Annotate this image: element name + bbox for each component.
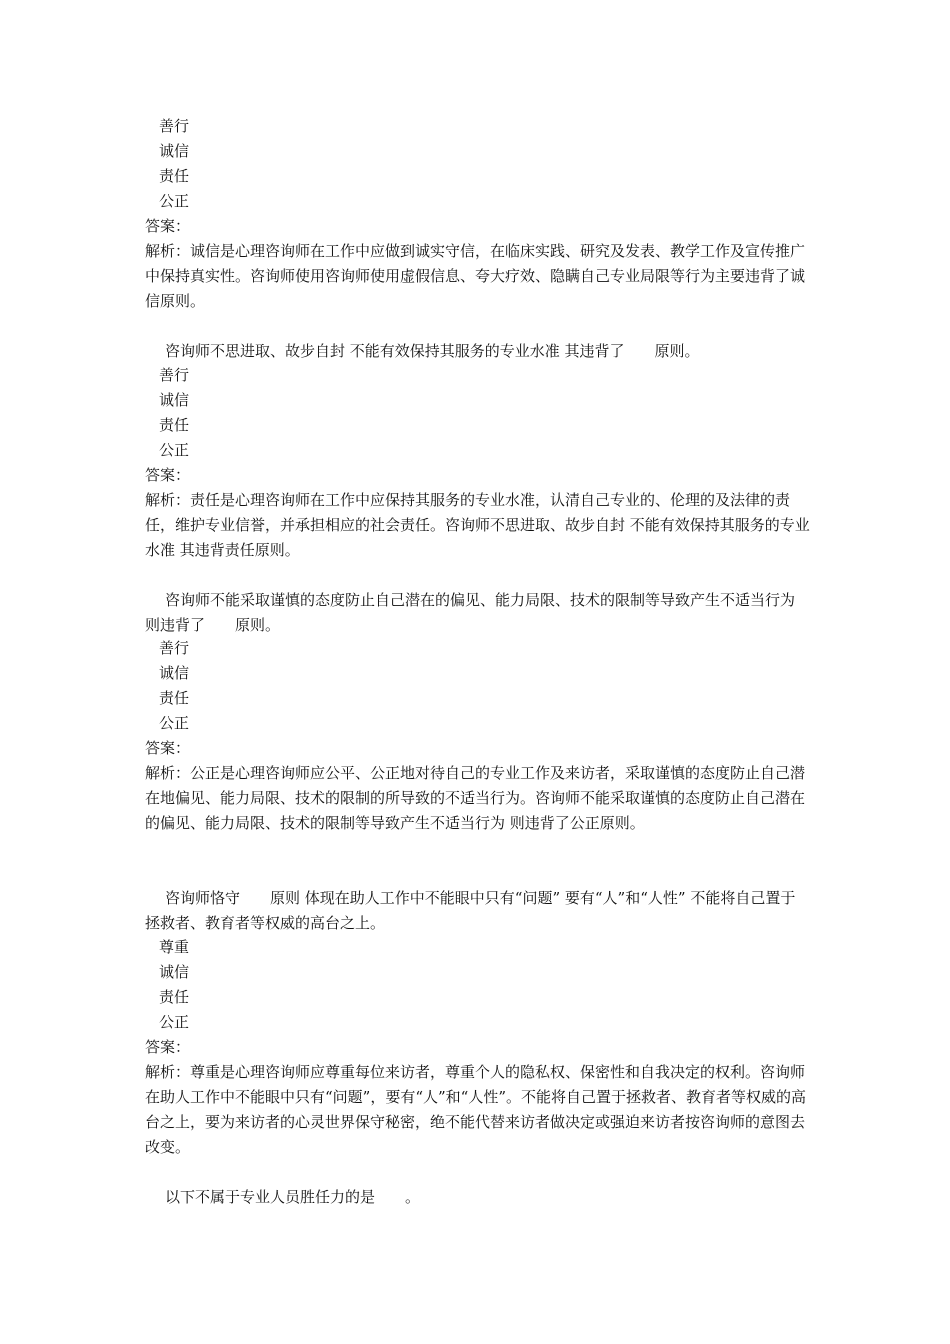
question-stem: 以下不属于专业人员胜任力的是 。 — [165, 1188, 421, 1206]
answer-label: 答案： — [145, 466, 191, 484]
option-c: 责任 — [159, 689, 190, 707]
option-a: 善行 — [159, 366, 190, 384]
option-d: 公正 — [159, 441, 190, 459]
option-c: 责任 — [159, 988, 190, 1006]
analysis-text: 解析：公正是心理咨询师应公平、公正地对待自己的专业工作及来访者，采取谨慎的态度防止自己潜在地偏见、能力局限、技术的限制的所导致的不适当行为。咨询师不能采取谨慎的态度防止自己潜在的偏见、能力局限、技术的限制等导致产生不适当行为 则违背了公正原则。 — [145, 764, 806, 832]
analysis-text: 解析：责任是心理咨询师在工作中应保持其服务的专业水准，认清自己专业的、伦理的及法律的责任，维护专业信誉，并承担相应的社会责任。咨询师不思进取、故步自封 不能有效保持其服务的专业水准 其违背责任原则。 — [145, 491, 810, 559]
question-stem: 咨询师不能采取谨慎的态度防止自己潜在的偏见、能力局限、技术的限制等导致产生不适当行为 则违背了 原则。 — [145, 591, 796, 634]
option-d: 公正 — [159, 192, 190, 210]
answer-label: 答案： — [145, 217, 191, 235]
option-b: 诚信 — [159, 142, 190, 160]
option-d: 公正 — [159, 1013, 190, 1031]
option-b: 诚信 — [159, 391, 190, 409]
option-d: 公正 — [159, 714, 190, 732]
answer-label: 答案： — [145, 1038, 191, 1056]
question-stem: 咨询师恪守 原则 体现在助人工作中不能眼中只有“问题” 要有“人”和“人性” 不能将自己置于拯救者、教育者等权威的高台之上。 — [145, 889, 796, 932]
option-c: 责任 — [159, 167, 190, 185]
answer-label: 答案： — [145, 739, 191, 757]
option-a: 善行 — [159, 639, 190, 657]
option-a: 尊重 — [159, 938, 190, 956]
analysis-text: 解析：尊重是心理咨询师应尊重每位来访者，尊重个人的隐私权、保密性和自我决定的权利。咨询师在助人工作中不能眼中只有“问题”，要有“人”和“人性”。不能将自己置于拯救者、教育者等权威的高台之上，要为来访者的心灵世界保守秘密，绝不能代替来访者做决定或强迫来访者按咨询师的意图去改变。 — [145, 1063, 807, 1156]
question-stem: 咨询师不思进取、故步自封 不能有效保持其服务的专业水准 其违背了 原则。 — [165, 342, 700, 360]
option-c: 责任 — [159, 416, 190, 434]
option-b: 诚信 — [159, 664, 190, 682]
option-b: 诚信 — [159, 963, 190, 981]
option-a: 善行 — [159, 117, 190, 135]
analysis-text: 解析：诚信是心理咨询师在工作中应做到诚实守信，在临床实践、研究及发表、教学工作及宣传推广中保持真实性。咨询师使用咨询师使用虚假信息、夸大疗效、隐瞒自己专业局限等行为主要违背了诚信原则。 — [145, 242, 806, 310]
